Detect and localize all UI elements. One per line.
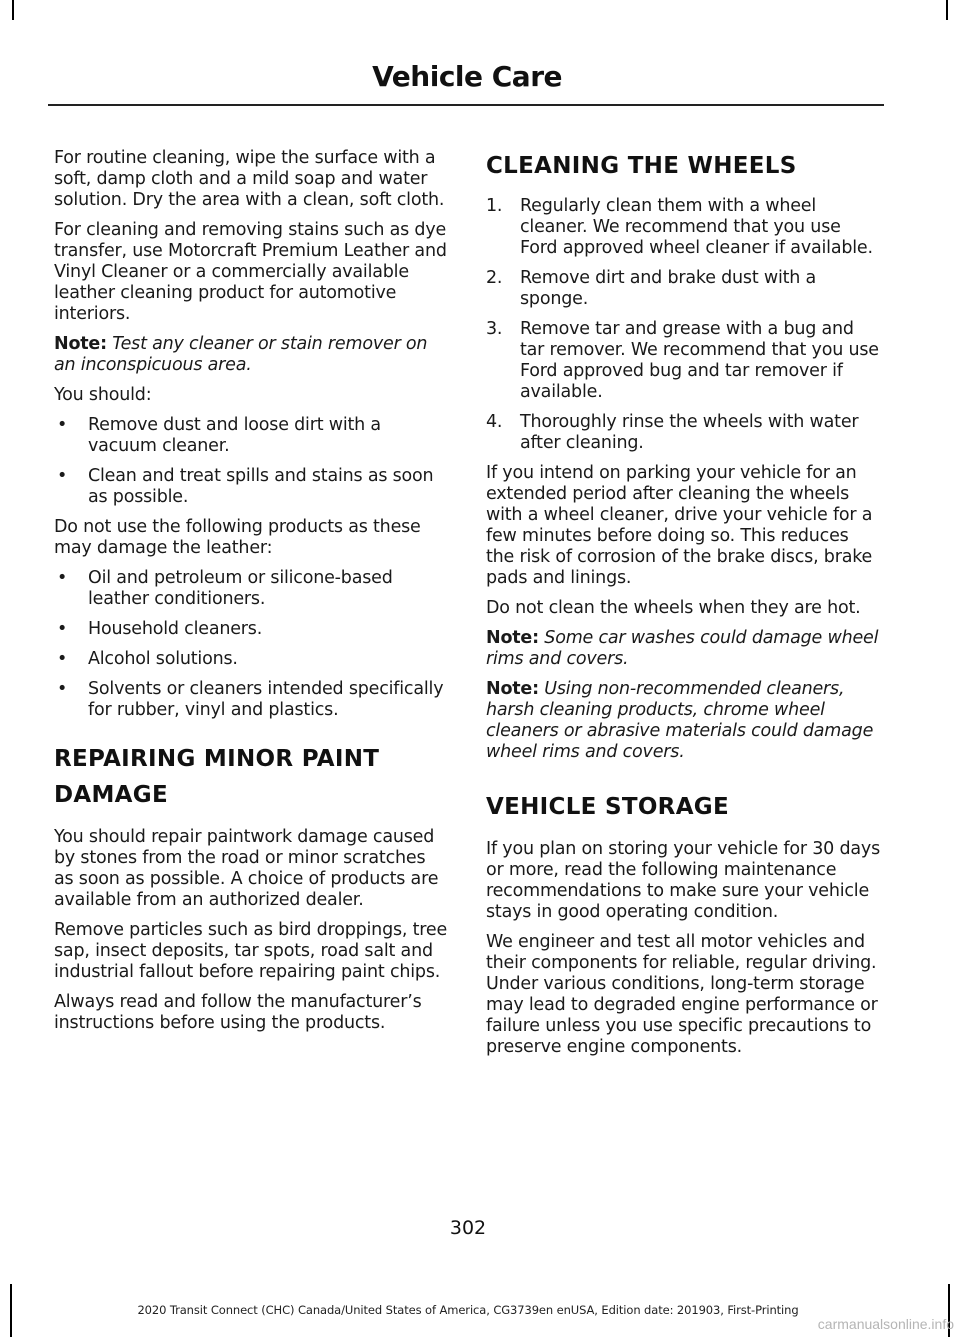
bullet-icon: • (57, 619, 68, 639)
paragraph: You should: (54, 385, 152, 405)
list-item (486, 196, 882, 259)
paragraph: Always read and follow the manufacturer’s instructions before using the products. (54, 992, 422, 1033)
bullet-list (54, 568, 448, 721)
numbered-list (486, 196, 882, 454)
paragraph: You should repair paintwork damage caused by stones from the road or minor scratches as soon as possible. A choice of products are available from an authorized dealer. (54, 827, 439, 910)
list-item (486, 319, 882, 403)
paragraph: For cleaning and removing stains such as dye transfer, use Motorcraft Premium Leather and Vinyl Cleaner or a commercially available leather cleaning product for automotive interiors. (54, 220, 447, 324)
watermark: carmanualsonline.info (817, 1316, 954, 1332)
list-item-text: Regularly clean them with a wheel cleaner. We recommend that you use Ford approved wheel cleaner if available. (520, 196, 873, 258)
list-item-text: Household cleaners. (88, 619, 263, 639)
paragraph: If you plan on storing your vehicle for 30 days or more, read the following maintenance recommendations to make sure your vehicle stays in good operating condition. (486, 839, 880, 922)
list-item (54, 679, 448, 721)
note-text: Test any cleaner or stain remover on an inconspicuous area. (54, 334, 428, 375)
step-number: 3. (486, 319, 503, 339)
list-item-text: Thoroughly rinse the wheels with water after cleaning. (520, 412, 859, 453)
list-item-text: Solvents or cleaners intended specifically for rubber, vinyl and plastics. (88, 679, 444, 720)
bullet-icon: • (57, 649, 68, 669)
bullet-icon: • (57, 466, 68, 486)
left-column (54, 148, 448, 1043)
page-header-title: Vehicle Care (372, 60, 562, 93)
list-item-text: Clean and treat spills and stains as soon as possible. (88, 466, 434, 507)
footer-edition-info: 2020 Transit Connect (CHC) Canada/United States of America, CG3739en enUSA, Edition date: 201903, First-Printing (137, 1303, 799, 1317)
list-item-text: Oil and petroleum or silicone-based leather conditioners. (88, 568, 393, 609)
paragraph: Do not clean the wheels when they are hot. (486, 598, 861, 618)
crop-mark-top-left (12, 0, 14, 20)
list-item-text: Remove dirt and brake dust with a sponge. (520, 268, 817, 309)
note-label: Note: (486, 628, 539, 648)
page-number: 302 (449, 1217, 487, 1239)
section-heading-cleaning-wheels: CLEANING THE WHEELS (486, 153, 797, 179)
crop-mark-top-right (946, 0, 948, 20)
list-item (54, 649, 448, 670)
list-item-text: Remove tar and grease with a bug and tar remover. We recommend that you use Ford approved bug and tar remover if available. (520, 319, 879, 402)
paragraph: For routine cleaning, wipe the surface with a soft, damp cloth and a mild soap and water solution. Dry the area with a clean, soft cloth. (54, 148, 445, 210)
bullet-icon: • (57, 679, 68, 699)
paragraph: If you intend on parking your vehicle for an extended period after cleaning the wheels with a wheel cleaner, drive your vehicle for a few minutes before doing so. This reduces the risk of corrosion of the brake discs, brake pads and linings. (486, 463, 873, 588)
list-item (54, 619, 448, 640)
list-item-text: Remove dust and loose dirt with a vacuum cleaner. (88, 415, 381, 456)
step-number: 2. (486, 268, 503, 288)
bullet-icon: • (57, 415, 68, 435)
paragraph: Remove particles such as bird droppings, tree sap, insect deposits, tar spots, road salt and industrial fallout before repairing paint chips. (54, 920, 448, 982)
list-item (486, 268, 882, 310)
list-item (54, 568, 448, 610)
note-label: Note: (486, 679, 539, 699)
note (486, 628, 882, 670)
note-label: Note: (54, 334, 107, 354)
note-text: Some car washes could damage wheel rims and covers. (486, 628, 879, 669)
paragraph: We engineer and test all motor vehicles and their components for reliable, regular driving. Under various conditions, long-term storage may lead to degraded engine performance or failure unless you use specific precautions to preserve engine components. (486, 932, 878, 1057)
note (54, 334, 448, 376)
paragraph: Do not use the following products as these may damage the leather: (54, 517, 421, 558)
list-item (54, 415, 448, 457)
list-item (486, 412, 882, 454)
header-divider (48, 104, 884, 106)
list-item-text: Alcohol solutions. (88, 649, 238, 669)
step-number: 4. (486, 412, 503, 432)
section-heading-paint-damage: REPAIRING MINOR PAINT DAMAGE (54, 746, 380, 808)
step-number: 1. (486, 196, 503, 216)
note-text: Using non-recommended cleaners, harsh cleaning products, chrome wheel cleaners or abrasive materials could damage wheel rims and covers. (486, 679, 874, 762)
right-column (486, 148, 882, 1067)
bullet-list (54, 415, 448, 508)
section-heading-vehicle-storage: VEHICLE STORAGE (486, 794, 729, 820)
bullet-icon: • (57, 568, 68, 588)
note (486, 679, 882, 763)
list-item (54, 466, 448, 508)
